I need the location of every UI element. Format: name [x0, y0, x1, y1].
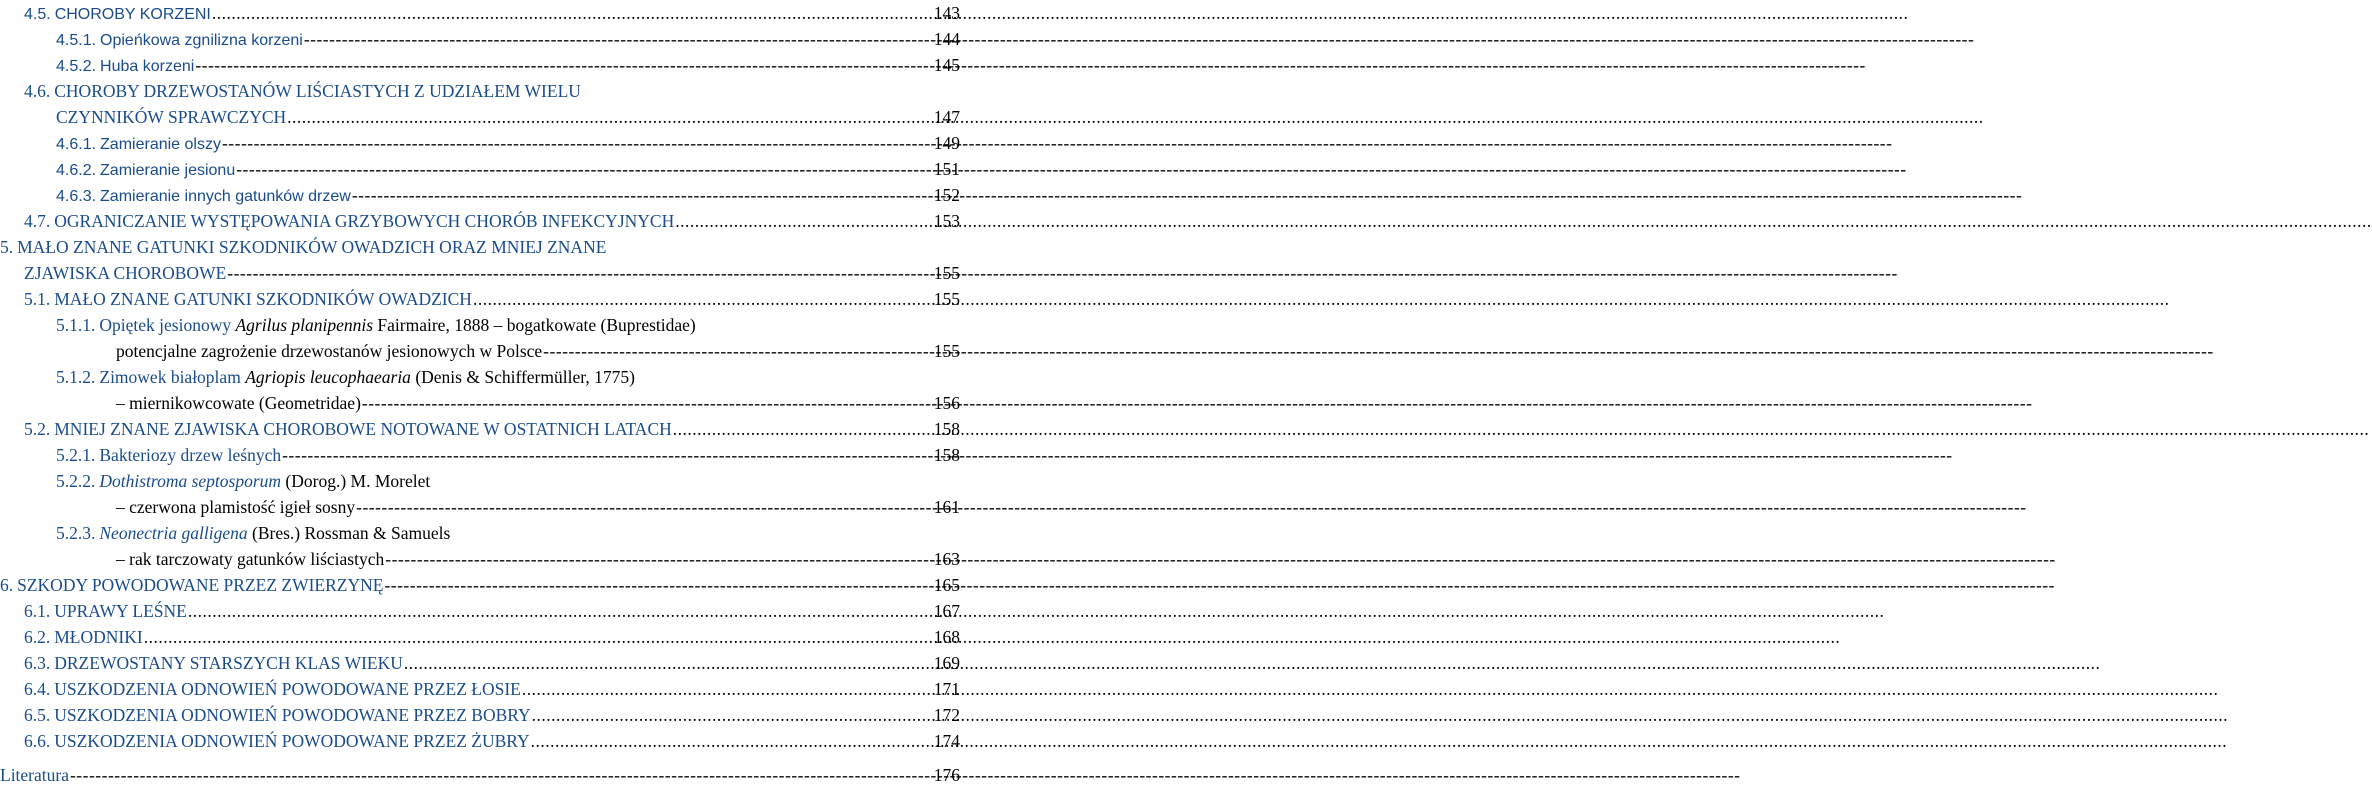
toc-leader: [287, 104, 925, 130]
toc-title: Literatura: [0, 765, 69, 785]
toc-title: CZYNNIKÓW SPRAWCZYCH: [56, 107, 287, 127]
toc-page: 155: [933, 341, 960, 361]
toc-entry[interactable]: [0, 676, 960, 702]
toc-leader: [404, 650, 925, 676]
toc-entry[interactable]: [0, 762, 960, 788]
toc-page: 153: [933, 211, 960, 231]
toc-number: 4.6.1.: [56, 136, 97, 153]
toc-page: 167: [933, 601, 960, 621]
toc-leader: [522, 676, 925, 702]
toc-entry[interactable]: [0, 182, 960, 208]
toc-entry[interactable]: [0, 624, 960, 650]
toc-title: Dothistroma septosporum (Dorog.) M. Morelet: [99, 471, 431, 491]
toc-leader: [362, 390, 925, 416]
toc-number: 5.1.1.: [56, 315, 96, 335]
toc-entry-continuation[interactable]: [0, 338, 960, 364]
toc-number: 5.1.: [24, 289, 51, 309]
toc-title: DRZEWOSTANY STARSZYCH KLAS WIEKU: [54, 653, 403, 673]
toc-leader: [188, 598, 925, 624]
toc-entry[interactable]: [0, 416, 960, 442]
toc-title: UPRAWY LEŚNE: [54, 601, 187, 621]
toc-page: 144: [933, 29, 960, 49]
toc-page: 168: [933, 627, 960, 647]
toc-leader: [282, 442, 925, 468]
toc-entry-continuation[interactable]: [0, 260, 960, 286]
toc-number: 5.1.2.: [56, 367, 96, 387]
toc-page: 158: [933, 445, 960, 465]
toc-number: 6.5.: [24, 705, 51, 725]
toc-entry[interactable]: [0, 286, 960, 312]
toc-leader: [236, 156, 925, 182]
toc-leader: [70, 762, 925, 788]
toc-entry[interactable]: [0, 208, 960, 234]
toc-entry[interactable]: [0, 0, 960, 26]
toc-leader: [675, 208, 925, 234]
toc-entry[interactable]: [0, 442, 960, 468]
toc-entry[interactable]: [0, 728, 960, 754]
toc-title: ZJAWISKA CHOROBOWE: [24, 263, 227, 283]
toc-entry[interactable]: [0, 52, 960, 78]
toc-entry-continuation[interactable]: [0, 546, 960, 572]
toc-page: 158: [933, 419, 960, 439]
toc-entry[interactable]: [0, 234, 960, 260]
toc-title: Zamieranie jesionu: [100, 162, 236, 179]
toc-title: Opiętek jesionowy Agrilus planipennis Fairmaire, 1888 – bogatkowate (Buprestidae): [99, 315, 696, 335]
toc-title: CHOROBY DRZEWOSTANÓW LIŚCIASTYCH Z UDZIAŁEM WIELU: [54, 81, 581, 101]
toc-leader: [532, 702, 925, 728]
toc-title: – czerwona plamistość igieł sosny: [116, 497, 356, 517]
toc-page: 172: [933, 705, 960, 725]
toc-number: 4.6.: [24, 81, 51, 101]
toc-number: 5.: [0, 237, 14, 257]
toc-title: USZKODZENIA ODNOWIEŃ POWODOWANE PRZEZ BOBRY: [54, 705, 531, 725]
toc-page: 155: [933, 263, 960, 283]
toc-number: 4.5.1.: [56, 32, 97, 49]
toc-page: 152: [933, 185, 960, 205]
toc-number: 6.3.: [24, 653, 51, 673]
toc-entry-continuation[interactable]: [0, 390, 960, 416]
toc-title: Zamieranie olszy: [100, 136, 221, 153]
toc-number: 6.6.: [24, 731, 51, 751]
toc-number: 4.7.: [24, 211, 51, 231]
toc-entry[interactable]: [0, 78, 960, 104]
toc-number: 4.6.2.: [56, 162, 97, 179]
toc-number: 5.2.1.: [56, 445, 96, 465]
toc-number: 5.2.: [24, 419, 51, 439]
toc-entry[interactable]: [0, 156, 960, 182]
toc-number: 4.5.: [24, 6, 51, 23]
toc-entry[interactable]: [0, 312, 960, 338]
toc-leader: [385, 546, 925, 572]
toc-page: 149: [933, 133, 960, 153]
toc-title: Opieńkowa zgnilizna korzeni: [100, 32, 303, 49]
toc-page: 161: [933, 497, 960, 517]
toc-title: MAŁO ZNANE GATUNKI SZKODNIKÓW OWADZICH ORAZ MNIEJ ZNANE: [17, 237, 607, 257]
toc-page: 145: [933, 55, 960, 75]
toc-title: USZKODZENIA ODNOWIEŃ POWODOWANE PRZEZ ŻUBRY: [54, 731, 530, 751]
table-of-contents: [0, 0, 960, 793]
toc-number: 4.6.3.: [56, 188, 97, 205]
toc-page: 151: [933, 159, 960, 179]
toc-number: 6.1.: [24, 601, 51, 621]
toc-title: – rak tarczowaty gatunków liściastych: [116, 549, 385, 569]
toc-entry[interactable]: [0, 130, 960, 156]
toc-title: Neonectria galligena (Bres.) Rossman & Samuels: [99, 523, 451, 543]
toc-title: MŁODNIKI: [54, 627, 143, 647]
toc-leader: [212, 0, 925, 26]
toc-entry-continuation[interactable]: [0, 494, 960, 520]
toc-leader: [144, 624, 925, 650]
toc-page: 169: [933, 653, 960, 673]
toc-title: MNIEJ ZNANE ZJAWISKA CHOROBOWE NOTOWANE W OSTATNICH LATACH: [54, 419, 672, 439]
toc-title: potencjalne zagrożenie drzewostanów jesionowych w Polsce: [116, 341, 543, 361]
toc-page: 156: [933, 393, 960, 413]
toc-leader: [543, 338, 925, 364]
toc-title: MAŁO ZNANE GATUNKI SZKODNIKÓW OWADZICH: [54, 289, 472, 309]
toc-leader: [195, 52, 925, 78]
toc-entry[interactable]: [0, 468, 960, 494]
toc-leader: [356, 494, 925, 520]
toc-leader: [531, 728, 925, 754]
toc-title: Bakteriozy drzew leśnych: [99, 445, 282, 465]
toc-entry[interactable]: [0, 598, 960, 624]
toc-title: USZKODZENIA ODNOWIEŃ POWODOWANE PRZEZ ŁOSIE: [54, 679, 521, 699]
toc-number: 6.2.: [24, 627, 51, 647]
toc-page: 174: [933, 731, 960, 751]
toc-number: 6.: [0, 575, 14, 595]
toc-title: – miernikowcowate (Geometridae): [116, 393, 361, 413]
toc-entry[interactable]: [0, 650, 960, 676]
toc-entry[interactable]: [0, 520, 960, 546]
toc-number: 4.5.2.: [56, 58, 97, 75]
toc-title: Huba korzeni: [100, 58, 195, 75]
toc-entry-continuation[interactable]: [0, 104, 960, 130]
toc-page: 147: [933, 107, 960, 127]
toc-title: Zamieranie innych gatunków drzew: [100, 188, 351, 205]
toc-title: OGRANICZANIE WYSTĘPOWANIA GRZYBOWYCH CHORÓB INFEKCYJNYCH: [54, 211, 675, 231]
toc-entry[interactable]: [0, 364, 960, 390]
toc-entry[interactable]: [0, 572, 960, 598]
toc-entry[interactable]: [0, 702, 960, 728]
toc-number: 5.2.3.: [56, 523, 96, 543]
toc-title: Zimowek białoplam Agriopis leucophaearia (Denis & Schiffermüller, 1775): [99, 367, 635, 387]
toc-leader: [227, 260, 925, 286]
toc-leader: [384, 572, 925, 598]
toc-leader: [352, 182, 925, 208]
toc-page: 155: [933, 289, 960, 309]
toc-leader: [673, 416, 925, 442]
toc-leader: [473, 286, 925, 312]
toc-title: CHOROBY KORZENI: [54, 6, 211, 23]
toc-number: 6.4.: [24, 679, 51, 699]
toc-page: 176: [933, 765, 960, 785]
toc-page: 163: [933, 549, 960, 569]
toc-entry[interactable]: [0, 26, 960, 52]
toc-leader: [304, 26, 925, 52]
toc-leader: [222, 130, 925, 156]
toc-page: 171: [933, 679, 960, 699]
toc-number: 5.2.2.: [56, 471, 96, 491]
toc-page: 143: [933, 3, 960, 23]
toc-title: SZKODY POWODOWANE PRZEZ ZWIERZYNĘ: [17, 575, 384, 595]
toc-page: 165: [933, 575, 960, 595]
